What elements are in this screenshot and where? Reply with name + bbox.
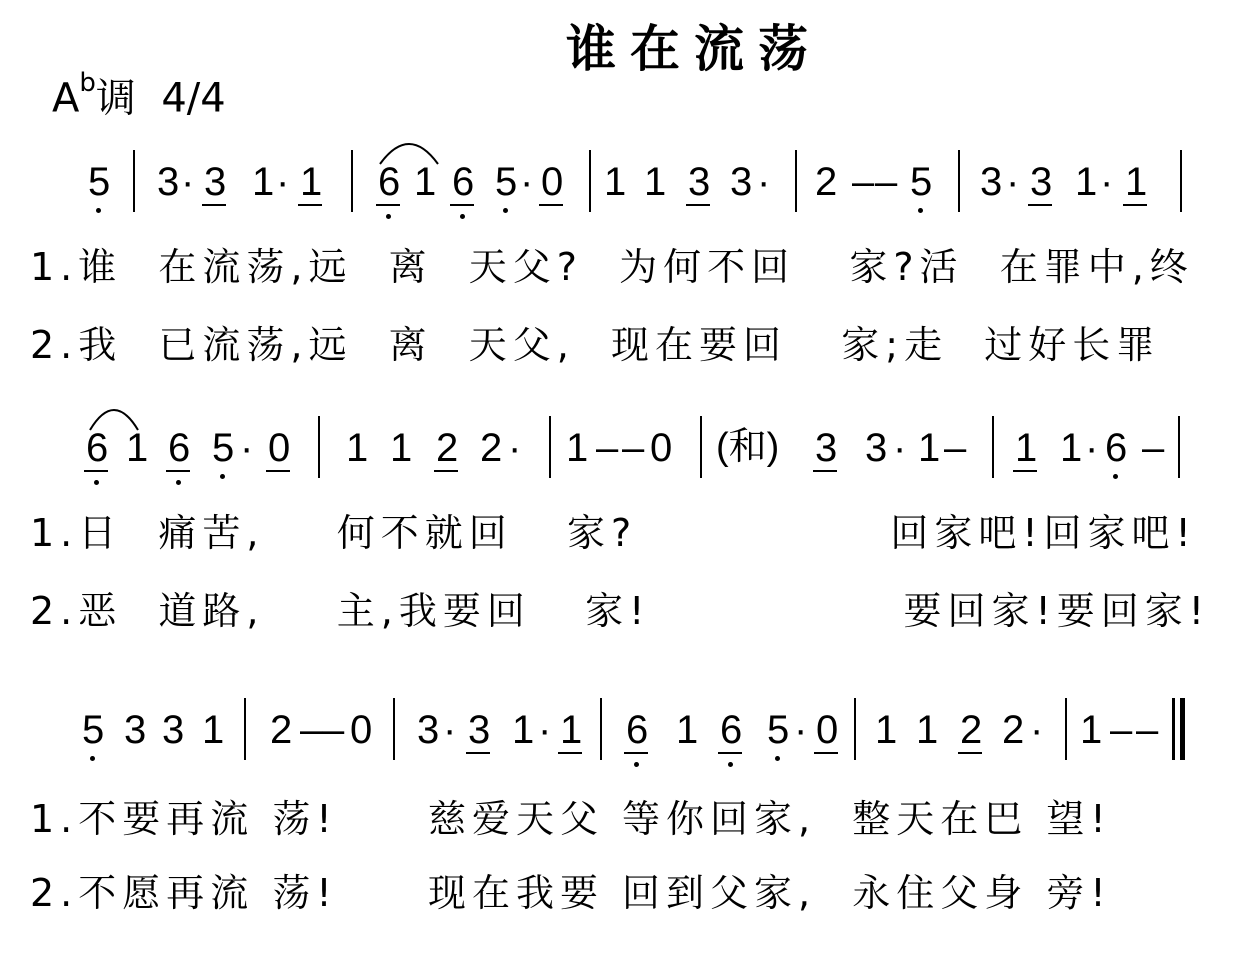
bar-line [854,698,856,760]
low-octave-dot [775,756,780,761]
lyric-line: 2.恶 道路, 主,我要回 家! 要回家!要回家! [30,589,1210,633]
note: 3 [468,708,491,752]
note: 1 [1060,426,1083,470]
dash-duration: – [852,160,875,204]
underline-beam [624,752,648,754]
bar-line [958,150,960,212]
note: 1 [916,708,939,752]
note: 6 [626,708,649,752]
note: 0 [350,708,373,752]
note: 1 [1015,426,1038,470]
underline-beam [718,752,742,754]
low-octave-dot [94,480,99,485]
bar-line [244,698,246,760]
note: 1 [566,426,589,470]
underline-beam [266,470,290,472]
note: 5 [88,160,111,204]
key-signature [52,68,226,122]
note: 3 [124,708,147,752]
dash-duration: – [322,708,345,752]
low-octave-dot [90,756,95,761]
note: 1 [126,426,149,470]
note: 1 [918,426,941,470]
bar-line [992,416,994,478]
note: 6 [86,426,109,470]
low-octave-dot [634,762,639,767]
note: 2 [436,426,459,470]
bar-line [1172,698,1175,760]
note: 1 [252,160,275,204]
note: 3 [162,708,185,752]
slur-curve [90,410,138,430]
final-bar-line [1180,698,1185,760]
bar-line [351,150,353,212]
bar-line [589,150,591,212]
underline-beam [298,204,322,206]
bar-line [600,698,602,760]
dash-duration: – [1110,708,1133,752]
lyric-line: 1.谁 在流荡,远 离 天父? 为何不回 家?活 在罪中,终 [30,245,1194,289]
underline-beam [1013,470,1037,472]
note: 1 [414,160,437,204]
underline-beam [450,204,474,206]
note: 1 [604,160,627,204]
dash-duration: – [596,426,619,470]
bar-line [795,150,797,212]
lyric-line: 1.不要再流 荡! 慈爱天父 等你回家, 整天在巴 望! [30,797,1112,841]
note: 6 [378,160,401,204]
note: 1 [300,160,323,204]
underline-beam [1123,204,1147,206]
page-title: 谁在流荡 [566,20,822,78]
note: 0 [268,426,291,470]
note: 1 [1075,160,1098,204]
dot-duration: · [893,426,907,470]
slur [378,136,440,166]
underline-beam [686,204,710,206]
dot-duration: · [1085,426,1099,470]
dash-duration: – [1136,708,1159,752]
note: 0 [816,708,839,752]
note: 3 [815,426,838,470]
note: 3 [204,160,227,204]
dot-duration: · [1100,160,1114,204]
note: 3 [417,708,440,752]
bar-line [1180,150,1182,212]
note: 1 [560,708,583,752]
note: 1 [1125,160,1148,204]
dot-duration: · [794,708,808,752]
note: 1 [676,708,699,752]
note: 6 [452,160,475,204]
dot-duration: · [443,708,457,752]
underline-beam [1028,204,1052,206]
note: 2 [480,426,503,470]
key-accidental: b [79,68,96,98]
low-octave-dot [176,480,181,485]
dot-duration: · [1006,160,1020,204]
dot-duration: · [520,160,534,204]
note: 3 [157,160,180,204]
note: 1 [346,426,369,470]
dash-duration: – [622,426,645,470]
lyric-line: 2.不愿再流 荡! 现在我要 回到父家, 永住父身 旁! [30,871,1112,915]
note: 5 [495,160,518,204]
low-octave-dot [96,208,101,213]
dot-duration: · [538,708,552,752]
underline-beam [466,752,490,754]
low-octave-dot [1113,474,1118,479]
bar-line [549,416,551,478]
underline-beam [958,752,982,754]
note: 6 [720,708,743,752]
key-time: 调 4/4 [95,75,226,122]
note: 5 [910,160,933,204]
low-octave-dot [460,214,465,219]
lyric-line: 2.我 已流荡,远 离 天父, 现在要回 家;走 过好长罪 [30,323,1161,367]
lyric-line: 1.日 痛苦, 何不就回 家? 回家吧!回家吧! [30,511,1197,555]
dash-duration: – [300,708,323,752]
note: 1 [644,160,667,204]
note: 6 [1105,426,1128,470]
dash-duration: – [1142,426,1165,470]
bar-line [318,416,320,478]
note: 3 [730,160,753,204]
note: 2 [1002,708,1025,752]
note: 1 [390,426,413,470]
note: 1 [1080,708,1103,752]
underline-beam [539,204,563,206]
note: 2 [815,160,838,204]
note: 5 [212,426,235,470]
note: 5 [82,708,105,752]
underline-beam [813,470,837,472]
underline-beam [558,752,582,754]
dot-duration: · [508,426,522,470]
bar-line [393,698,395,760]
note: 1 [512,708,535,752]
low-octave-dot [728,762,733,767]
note: 0 [541,160,564,204]
dash-duration: – [944,426,967,470]
bar-line [1178,416,1180,478]
dot-duration: · [181,160,195,204]
low-octave-dot [220,474,225,479]
note: 3 [980,160,1003,204]
note: 1 [202,708,225,752]
dot-duration: · [240,426,254,470]
bar-line [700,416,702,478]
key-letter: A [52,75,80,122]
dot-duration: · [1030,708,1044,752]
note: 6 [168,426,191,470]
low-octave-dot [386,214,391,219]
note: 2 [270,708,293,752]
underline-beam [434,470,458,472]
note: 3 [1030,160,1053,204]
note: 5 [767,708,790,752]
underline-beam [814,752,838,754]
bar-line [1065,698,1067,760]
dot-duration: · [276,160,290,204]
note: 1 [875,708,898,752]
underline-beam [84,470,108,472]
slur-curve [380,144,438,164]
low-octave-dot [503,208,508,213]
note: 3 [688,160,711,204]
dash-duration: – [875,160,898,204]
dot-duration: · [757,160,771,204]
underline-beam [376,204,400,206]
bar-line [133,150,135,212]
note: 0 [650,426,673,470]
note: 2 [960,708,983,752]
slur [88,402,140,432]
note: (和) [716,426,780,468]
note: 3 [865,426,888,470]
low-octave-dot [918,208,923,213]
underline-beam [202,204,226,206]
underline-beam [166,470,190,472]
